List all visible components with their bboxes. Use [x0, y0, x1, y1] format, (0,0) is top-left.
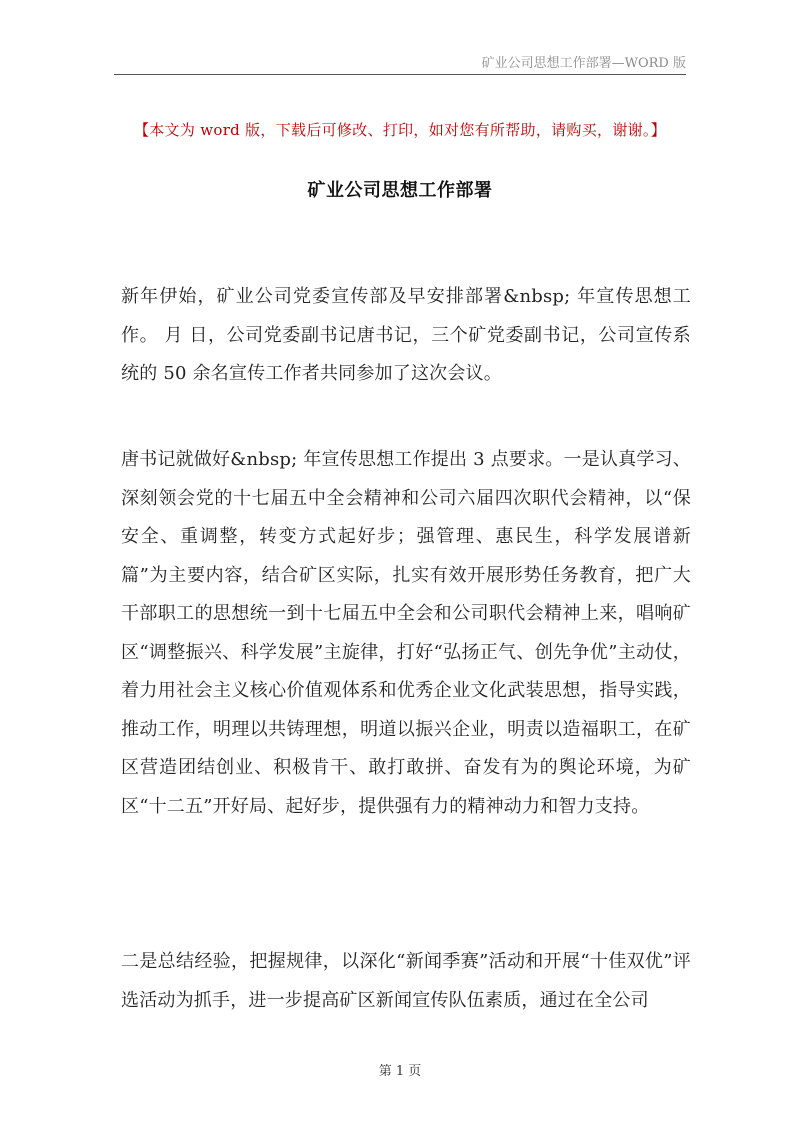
- page-number: 第 1 页: [378, 1064, 422, 1079]
- paragraph-1: 新年伊始，矿业公司党委宣传部及早安排部署&nbsp; 年宣传思想工作。 月 日，公司党委副书记唐书记，三个矿党委副书记，公司宣传系统的 50 余名宣传工作者共同参加了这次会议。: [121, 286, 691, 384]
- document-title: 矿业公司思想工作部署: [307, 180, 493, 201]
- header-divider: [114, 74, 686, 75]
- running-header: 矿业公司思想工作部署—WORD 版: [481, 56, 686, 71]
- paragraph-3: 二是总结经验，把握规律，以深化“新闻季赛”活动和开展“十佳双优”评选活动为抓手，进一步提高矿区新闻宣传队伍素质，通过在全公司: [121, 951, 691, 1011]
- paragraph-2: 唐书记就做好&nbsp; 年宣传思想工作提出 3 点要求。一是认真学习、深刻领会党的十七届五中全会精神和公司六届四次职代会精神，以“保安全、重调整，转变方式起好步；强管理、惠民生，科学发展谱新篇”为主要内容，结合矿区实际，扎实有效开展形势任务教育，把广大干部职工的思想统一到十七届五中全会和公司职代会精神上来，唱响矿区“调整振兴、科学发展”主旋律，打好“弘扬正气、创先争优”主动仗，着力用社会主义核心价值观体系和优秀企业文化武装思想，指导实践，推动工作，明理以共铸理想，明道以振兴企业，明责以造福职工，在矿区营造团结创业、积极肯干、敢打敢拼、奋发有为的舆论环境，为矿区“十二五”开好局、起好步，提供强有力的精神动力和智力支持。: [121, 449, 691, 817]
- purchase-notice: 【本文为 word 版，下载后可修改、打印，如对您有所帮助，请购买，谢谢。】: [133, 121, 667, 139]
